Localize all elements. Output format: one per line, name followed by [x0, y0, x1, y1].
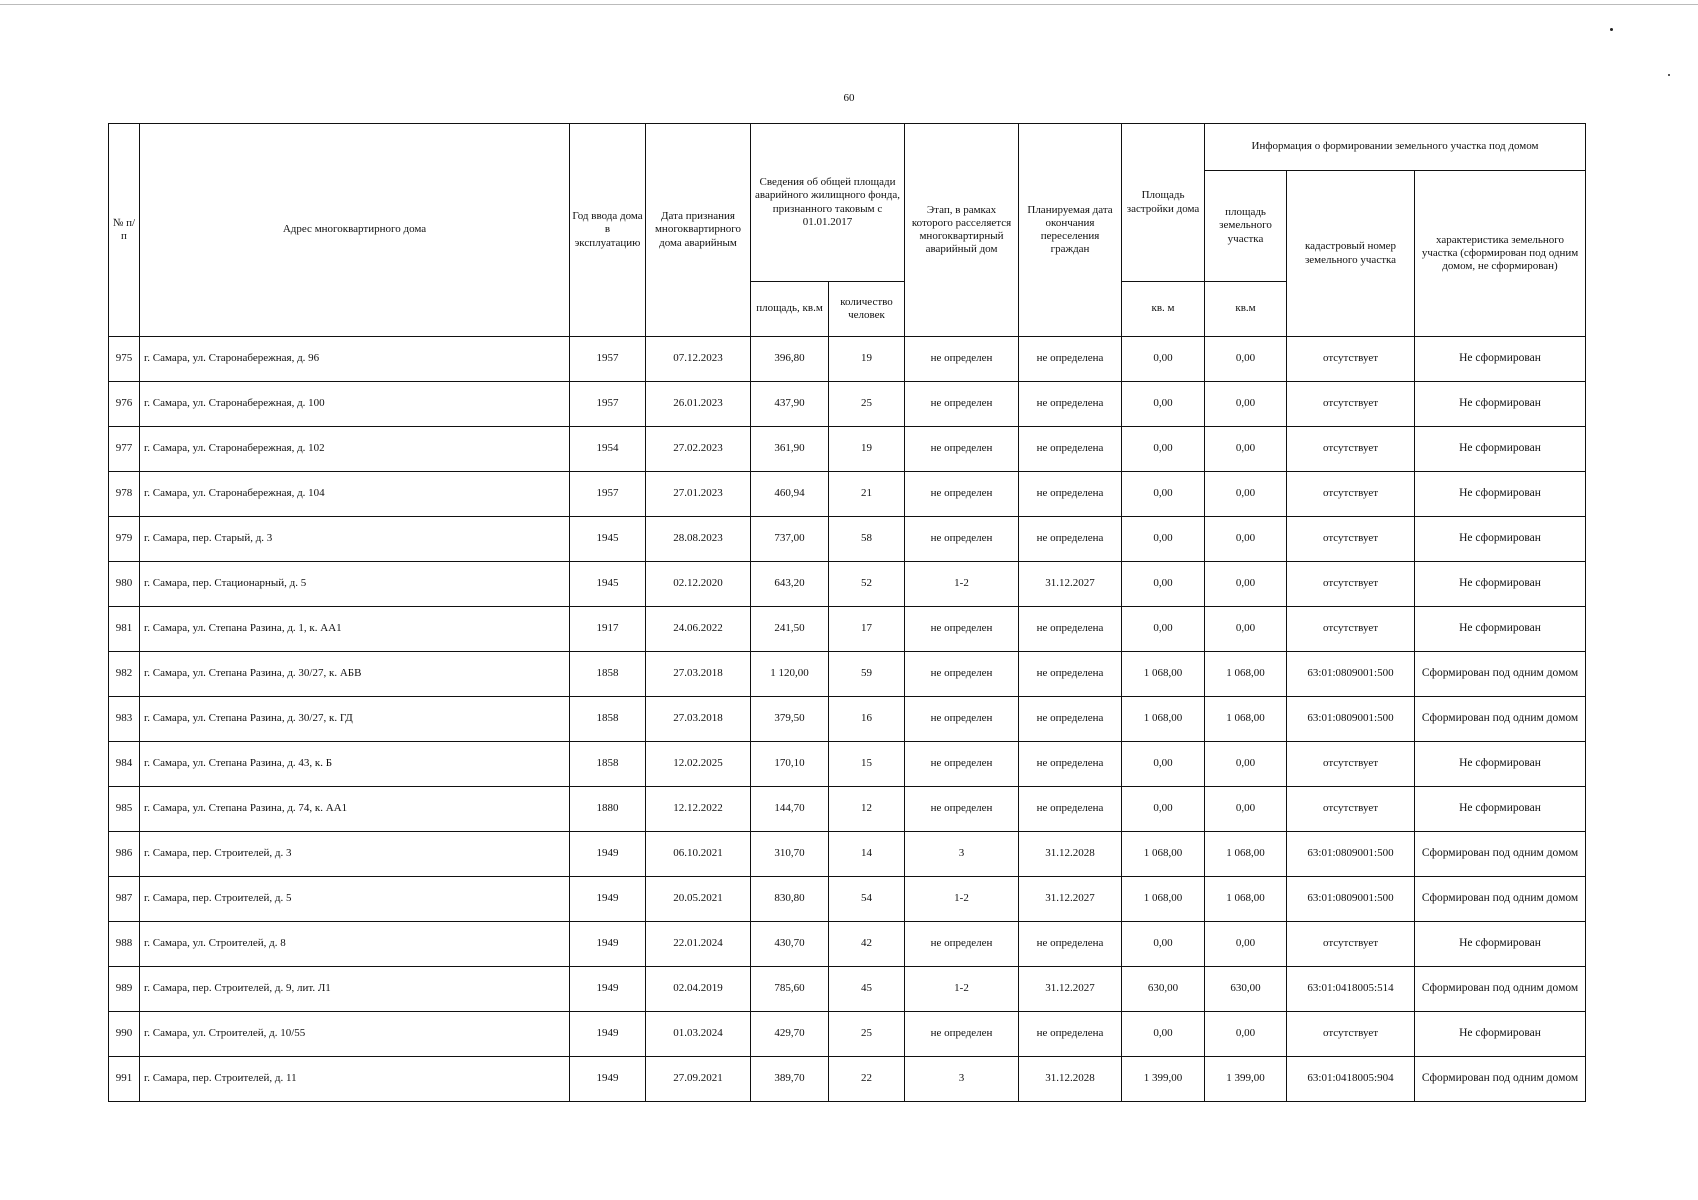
row-status: Не сформирован — [1415, 517, 1586, 562]
row-status: Не сформирован — [1415, 922, 1586, 967]
row-planned-end: не определена — [1019, 922, 1122, 967]
row-built-area: 0,00 — [1122, 427, 1205, 472]
row-stage: 3 — [905, 832, 1019, 877]
row-number: 984 — [109, 742, 140, 787]
row-built-area: 0,00 — [1122, 382, 1205, 427]
row-built-area: 0,00 — [1122, 922, 1205, 967]
row-built-area: 0,00 — [1122, 337, 1205, 382]
row-recognition-date: 27.01.2023 — [646, 472, 751, 517]
table-row — [109, 427, 1586, 472]
row-cadastral: отсутствует — [1287, 1012, 1415, 1057]
row-people: 22 — [829, 1057, 905, 1102]
row-area: 144,70 — [751, 787, 829, 832]
row-planned-end: не определена — [1019, 472, 1122, 517]
row-cadastral: отсутствует — [1287, 337, 1415, 382]
page-number: 60 — [843, 92, 855, 104]
row-year: 1954 — [570, 427, 646, 472]
row-address: г. Самара, пер. Старый, д. 3 — [140, 517, 570, 562]
row-planned-end: 31.12.2028 — [1019, 1057, 1122, 1102]
row-year: 1858 — [570, 697, 646, 742]
row-number: 982 — [109, 652, 140, 697]
row-status: Не сформирован — [1415, 607, 1586, 652]
row-people: 19 — [829, 427, 905, 472]
row-planned-end: 31.12.2027 — [1019, 562, 1122, 607]
row-stage: 3 — [905, 1057, 1019, 1102]
row-area: 430,70 — [751, 922, 829, 967]
row-recognition-date: 27.02.2023 — [646, 427, 751, 472]
header-recognition-date: Дата признания многоквартирного дома аварийным — [646, 124, 751, 337]
header-people: количество человек — [829, 282, 905, 337]
row-land-area: 0,00 — [1205, 922, 1287, 967]
row-year: 1917 — [570, 607, 646, 652]
row-cadastral: отсутствует — [1287, 607, 1415, 652]
table-row — [109, 382, 1586, 427]
row-status: Не сформирован — [1415, 742, 1586, 787]
row-area: 241,50 — [751, 607, 829, 652]
row-people: 12 — [829, 787, 905, 832]
row-area: 785,60 — [751, 967, 829, 1012]
row-year: 1949 — [570, 1057, 646, 1102]
row-number: 988 — [109, 922, 140, 967]
row-land-area: 0,00 — [1205, 427, 1287, 472]
row-year: 1858 — [570, 652, 646, 697]
row-people: 52 — [829, 562, 905, 607]
row-recognition-date: 28.08.2023 — [646, 517, 751, 562]
table-row — [109, 877, 1586, 922]
row-year: 1949 — [570, 922, 646, 967]
row-area: 429,70 — [751, 1012, 829, 1057]
row-recognition-date: 20.05.2021 — [646, 877, 751, 922]
row-status: Сформирован под одним домом — [1415, 652, 1586, 697]
row-planned-end: 31.12.2027 — [1019, 967, 1122, 1012]
row-status: Не сформирован — [1415, 427, 1586, 472]
row-stage: не определен — [905, 922, 1019, 967]
row-planned-end: не определена — [1019, 742, 1122, 787]
row-recognition-date: 27.09.2021 — [646, 1057, 751, 1102]
table-row — [109, 1057, 1586, 1102]
header-cadastral: кадастровый номер земельного участка — [1287, 171, 1415, 337]
row-year: 1880 — [570, 787, 646, 832]
header-built-area-unit: кв. м — [1122, 282, 1205, 337]
row-area: 170,10 — [751, 742, 829, 787]
row-status: Не сформирован — [1415, 337, 1586, 382]
row-planned-end: 31.12.2027 — [1019, 877, 1122, 922]
row-number: 990 — [109, 1012, 140, 1057]
row-built-area: 0,00 — [1122, 607, 1205, 652]
row-built-area: 0,00 — [1122, 742, 1205, 787]
row-cadastral: 63:01:0809001:500 — [1287, 832, 1415, 877]
row-area: 1 120,00 — [751, 652, 829, 697]
row-number: 977 — [109, 427, 140, 472]
row-recognition-date: 22.01.2024 — [646, 922, 751, 967]
header-land-info: Информация о формировании земельного участка под домом — [1205, 124, 1586, 171]
header-characteristic: характеристика земельного участка (сформирован под одним домом, не сформирован) — [1415, 171, 1586, 337]
table-row — [109, 607, 1586, 652]
scan-speck — [1610, 28, 1613, 31]
row-recognition-date: 24.06.2022 — [646, 607, 751, 652]
row-address: г. Самара, ул. Степана Разина, д. 30/27, к. ГД — [140, 697, 570, 742]
row-address: г. Самара, пер. Строителей, д. 9, лит. Л1 — [140, 967, 570, 1012]
table-row — [109, 517, 1586, 562]
row-people: 16 — [829, 697, 905, 742]
row-area: 437,90 — [751, 382, 829, 427]
row-people: 59 — [829, 652, 905, 697]
row-address: г. Самара, ул. Степана Разина, д. 43, к. Б — [140, 742, 570, 787]
row-address: г. Самара, пер. Строителей, д. 3 — [140, 832, 570, 877]
row-address: г. Самара, ул. Степана Разина, д. 1, к. АА1 — [140, 607, 570, 652]
row-people: 54 — [829, 877, 905, 922]
row-planned-end: не определена — [1019, 382, 1122, 427]
row-status: Сформирован под одним домом — [1415, 832, 1586, 877]
table-row — [109, 967, 1586, 1012]
row-stage: 1-2 — [905, 877, 1019, 922]
row-status: Не сформирован — [1415, 562, 1586, 607]
table-row — [109, 922, 1586, 967]
row-stage: не определен — [905, 337, 1019, 382]
row-area: 830,80 — [751, 877, 829, 922]
row-land-area: 0,00 — [1205, 1012, 1287, 1057]
row-address: г. Самара, ул. Старонабережная, д. 96 — [140, 337, 570, 382]
row-area: 460,94 — [751, 472, 829, 517]
row-people: 25 — [829, 1012, 905, 1057]
row-cadastral: отсутствует — [1287, 742, 1415, 787]
row-address: г. Самара, ул. Старонабережная, д. 102 — [140, 427, 570, 472]
row-built-area: 1 068,00 — [1122, 697, 1205, 742]
row-stage: 1-2 — [905, 967, 1019, 1012]
row-land-area: 0,00 — [1205, 382, 1287, 427]
row-built-area: 1 399,00 — [1122, 1057, 1205, 1102]
row-address: г. Самара, ул. Степана Разина, д. 30/27, к. АБВ — [140, 652, 570, 697]
row-area: 737,00 — [751, 517, 829, 562]
row-number: 978 — [109, 472, 140, 517]
row-built-area: 0,00 — [1122, 1012, 1205, 1057]
row-planned-end: не определена — [1019, 517, 1122, 562]
row-address: г. Самара, ул. Старонабережная, д. 100 — [140, 382, 570, 427]
header-built-area: Площадь застройки дома — [1122, 124, 1205, 282]
row-area: 310,70 — [751, 832, 829, 877]
row-address: г. Самара, ул. Строителей, д. 8 — [140, 922, 570, 967]
row-status: Сформирован под одним домом — [1415, 1057, 1586, 1102]
row-status: Сформирован под одним домом — [1415, 967, 1586, 1012]
row-built-area: 1 068,00 — [1122, 652, 1205, 697]
row-address: г. Самара, ул. Старонабережная, д. 104 — [140, 472, 570, 517]
row-number: 980 — [109, 562, 140, 607]
table-row — [109, 472, 1586, 517]
row-recognition-date: 01.03.2024 — [646, 1012, 751, 1057]
row-recognition-date: 02.04.2019 — [646, 967, 751, 1012]
row-cadastral: 63:01:0418005:904 — [1287, 1057, 1415, 1102]
emergency-housing-table — [108, 123, 1586, 1102]
row-number: 975 — [109, 337, 140, 382]
row-people: 17 — [829, 607, 905, 652]
row-planned-end: 31.12.2028 — [1019, 832, 1122, 877]
row-stage: не определен — [905, 472, 1019, 517]
row-cadastral: 63:01:0809001:500 — [1287, 877, 1415, 922]
row-year: 1858 — [570, 742, 646, 787]
row-status: Не сформирован — [1415, 382, 1586, 427]
row-land-area: 1 068,00 — [1205, 832, 1287, 877]
header-land-area: площадь земельного участка — [1205, 171, 1287, 282]
table-row — [109, 652, 1586, 697]
row-planned-end: не определена — [1019, 427, 1122, 472]
header-planned-end: Планируемая дата окончания переселения граждан — [1019, 124, 1122, 337]
row-cadastral: отсутствует — [1287, 787, 1415, 832]
header-area-info: Сведения об общей площади аварийного жилищного фонда, признанного таковым с 01.01.2017 — [751, 124, 905, 282]
row-stage: не определен — [905, 742, 1019, 787]
row-stage: не определен — [905, 517, 1019, 562]
row-area: 361,90 — [751, 427, 829, 472]
row-land-area: 1 399,00 — [1205, 1057, 1287, 1102]
row-address: г. Самара, пер. Строителей, д. 5 — [140, 877, 570, 922]
row-built-area: 1 068,00 — [1122, 877, 1205, 922]
row-status: Не сформирован — [1415, 472, 1586, 517]
row-people: 45 — [829, 967, 905, 1012]
row-stage: не определен — [905, 607, 1019, 652]
row-cadastral: отсутствует — [1287, 472, 1415, 517]
row-land-area: 1 068,00 — [1205, 697, 1287, 742]
row-year: 1949 — [570, 1012, 646, 1057]
row-land-area: 0,00 — [1205, 787, 1287, 832]
row-address: г. Самара, ул. Степана Разина, д. 74, к. АА1 — [140, 787, 570, 832]
row-planned-end: не определена — [1019, 652, 1122, 697]
row-address: г. Самара, пер. Строителей, д. 11 — [140, 1057, 570, 1102]
row-land-area: 1 068,00 — [1205, 877, 1287, 922]
row-recognition-date: 27.03.2018 — [646, 652, 751, 697]
table-row — [109, 832, 1586, 877]
row-people: 15 — [829, 742, 905, 787]
header-address: Адрес многоквартирного дома — [140, 124, 570, 337]
row-planned-end: не определена — [1019, 1012, 1122, 1057]
header-land-area-unit: кв.м — [1205, 282, 1287, 337]
table-row — [109, 1012, 1586, 1057]
row-cadastral: 63:01:0418005:514 — [1287, 967, 1415, 1012]
row-stage: 1-2 — [905, 562, 1019, 607]
row-cadastral: отсутствует — [1287, 427, 1415, 472]
row-year: 1945 — [570, 517, 646, 562]
row-stage: не определен — [905, 697, 1019, 742]
row-number: 986 — [109, 832, 140, 877]
row-number: 979 — [109, 517, 140, 562]
row-area: 396,80 — [751, 337, 829, 382]
row-cadastral: 63:01:0809001:500 — [1287, 652, 1415, 697]
row-number: 981 — [109, 607, 140, 652]
row-land-area: 0,00 — [1205, 562, 1287, 607]
row-cadastral: отсутствует — [1287, 562, 1415, 607]
row-status: Сформирован под одним домом — [1415, 697, 1586, 742]
row-year: 1957 — [570, 382, 646, 427]
header-stage: Этап, в рамках которого расселяется многоквартирный аварийный дом — [905, 124, 1019, 337]
row-number: 976 — [109, 382, 140, 427]
row-built-area: 0,00 — [1122, 562, 1205, 607]
row-built-area: 630,00 — [1122, 967, 1205, 1012]
row-year: 1957 — [570, 337, 646, 382]
row-year: 1949 — [570, 877, 646, 922]
row-built-area: 0,00 — [1122, 787, 1205, 832]
row-status: Не сформирован — [1415, 1012, 1586, 1057]
row-status: Сформирован под одним домом — [1415, 877, 1586, 922]
table-row — [109, 697, 1586, 742]
row-number: 989 — [109, 967, 140, 1012]
row-recognition-date: 02.12.2020 — [646, 562, 751, 607]
row-status: Не сформирован — [1415, 787, 1586, 832]
scan-speck — [1668, 74, 1670, 76]
row-year: 1957 — [570, 472, 646, 517]
row-year: 1949 — [570, 967, 646, 1012]
row-planned-end: не определена — [1019, 697, 1122, 742]
row-land-area: 0,00 — [1205, 742, 1287, 787]
row-planned-end: не определена — [1019, 337, 1122, 382]
row-land-area: 630,00 — [1205, 967, 1287, 1012]
row-recognition-date: 27.03.2018 — [646, 697, 751, 742]
row-stage: не определен — [905, 787, 1019, 832]
row-stage: не определен — [905, 427, 1019, 472]
row-built-area: 1 068,00 — [1122, 832, 1205, 877]
row-address: г. Самара, ул. Строителей, д. 10/55 — [140, 1012, 570, 1057]
row-land-area: 0,00 — [1205, 607, 1287, 652]
row-cadastral: отсутствует — [1287, 922, 1415, 967]
table-row — [109, 787, 1586, 832]
row-people: 14 — [829, 832, 905, 877]
row-year: 1945 — [570, 562, 646, 607]
row-stage: не определен — [905, 382, 1019, 427]
row-number: 987 — [109, 877, 140, 922]
row-recognition-date: 12.02.2025 — [646, 742, 751, 787]
row-cadastral: отсутствует — [1287, 517, 1415, 562]
row-people: 21 — [829, 472, 905, 517]
row-land-area: 0,00 — [1205, 337, 1287, 382]
row-stage: не определен — [905, 1012, 1019, 1057]
row-number: 985 — [109, 787, 140, 832]
row-people: 25 — [829, 382, 905, 427]
table-row — [109, 562, 1586, 607]
header-area: площадь, кв.м — [751, 282, 829, 337]
row-planned-end: не определена — [1019, 787, 1122, 832]
row-recognition-date: 07.12.2023 — [646, 337, 751, 382]
row-planned-end: не определена — [1019, 607, 1122, 652]
row-area: 379,50 — [751, 697, 829, 742]
table-row — [109, 742, 1586, 787]
row-cadastral: отсутствует — [1287, 382, 1415, 427]
top-rule — [0, 4, 1698, 5]
row-recognition-date: 26.01.2023 — [646, 382, 751, 427]
row-cadastral: 63:01:0809001:500 — [1287, 697, 1415, 742]
row-land-area: 0,00 — [1205, 517, 1287, 562]
row-people: 58 — [829, 517, 905, 562]
row-built-area: 0,00 — [1122, 517, 1205, 562]
row-number: 983 — [109, 697, 140, 742]
row-area: 389,70 — [751, 1057, 829, 1102]
row-recognition-date: 06.10.2021 — [646, 832, 751, 877]
row-people: 19 — [829, 337, 905, 382]
row-built-area: 0,00 — [1122, 472, 1205, 517]
header-number: № п/п — [109, 124, 140, 337]
table-row — [109, 337, 1586, 382]
row-area: 643,20 — [751, 562, 829, 607]
row-stage: не определен — [905, 652, 1019, 697]
row-land-area: 1 068,00 — [1205, 652, 1287, 697]
row-address: г. Самара, пер. Стационарный, д. 5 — [140, 562, 570, 607]
row-year: 1949 — [570, 832, 646, 877]
row-number: 991 — [109, 1057, 140, 1102]
row-recognition-date: 12.12.2022 — [646, 787, 751, 832]
row-people: 42 — [829, 922, 905, 967]
table-body — [109, 337, 1586, 1102]
row-land-area: 0,00 — [1205, 472, 1287, 517]
header-year: Год ввода дома в эксплуатацию — [570, 124, 646, 337]
